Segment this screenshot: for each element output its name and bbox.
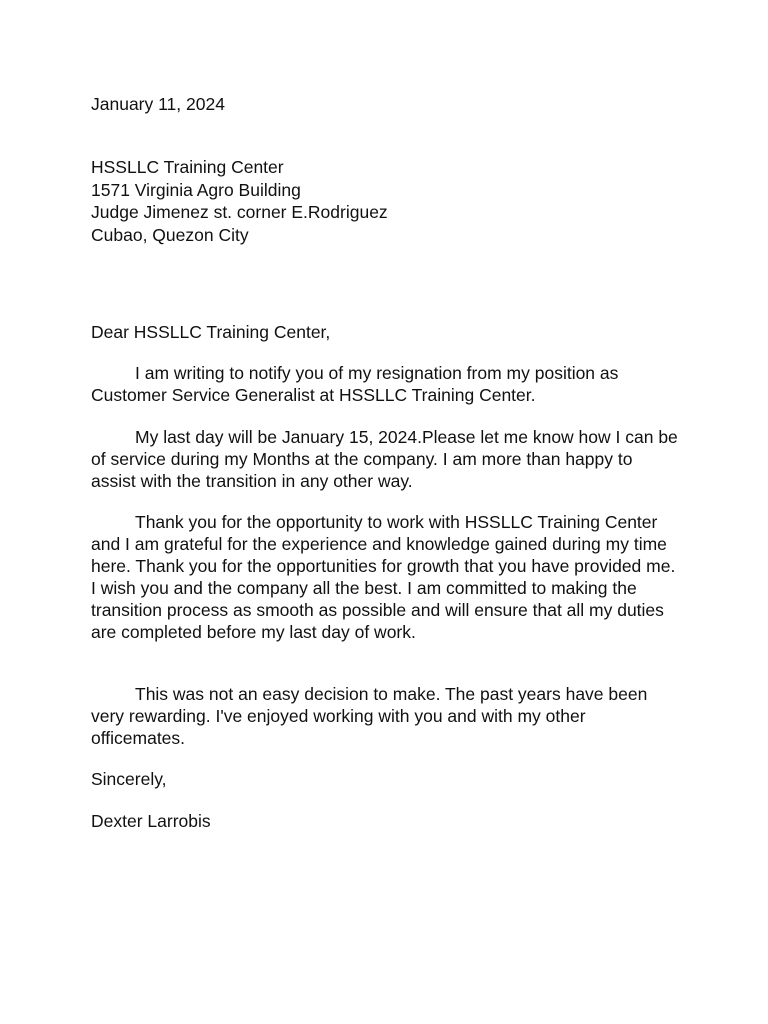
signature-name: Dexter Larrobis: [91, 811, 211, 831]
recipient-address-line-1: 1571 Virginia Agro Building: [91, 179, 301, 200]
letter-date: January 11, 2024: [91, 94, 225, 114]
closing: Sincerely,: [91, 769, 167, 789]
recipient-address-line-3: Cubao, Quezon City: [91, 224, 249, 245]
body-paragraph-4: This was not an easy decision to make. The past years have been very rewarding. I've enjoyed working with you and with my other officemates.: [91, 684, 648, 748]
recipient-address-line-2: Judge Jimenez st. corner E.Rodriguez: [91, 202, 388, 222]
body-paragraph-2: My last day will be January 15, 2024.Please let me know how I can be of service during my Months at the company. I am more than happy to assist with the transition in any other way.: [91, 427, 678, 491]
recipient-name: HSSLLC Training Center: [91, 157, 284, 177]
body-paragraph-1: I am writing to notify you of my resignation from my position as Customer Service Generalist at HSSLLC Training Center.: [91, 363, 619, 405]
body-paragraph-3: Thank you for the opportunity to work with HSSLLC Training Center and I am grateful for the experience and knowledge gained during my time here. Thank you for the opportunities for growth that you have provided me. I wish you and the company all the best. I am committed to making the transition process as smooth as possible and will ensure that all my duties are completed before my last day of work.: [91, 512, 676, 642]
salutation: Dear HSSLLC Training Center,: [91, 322, 331, 342]
recipient-address-block: [91, 156, 388, 246]
